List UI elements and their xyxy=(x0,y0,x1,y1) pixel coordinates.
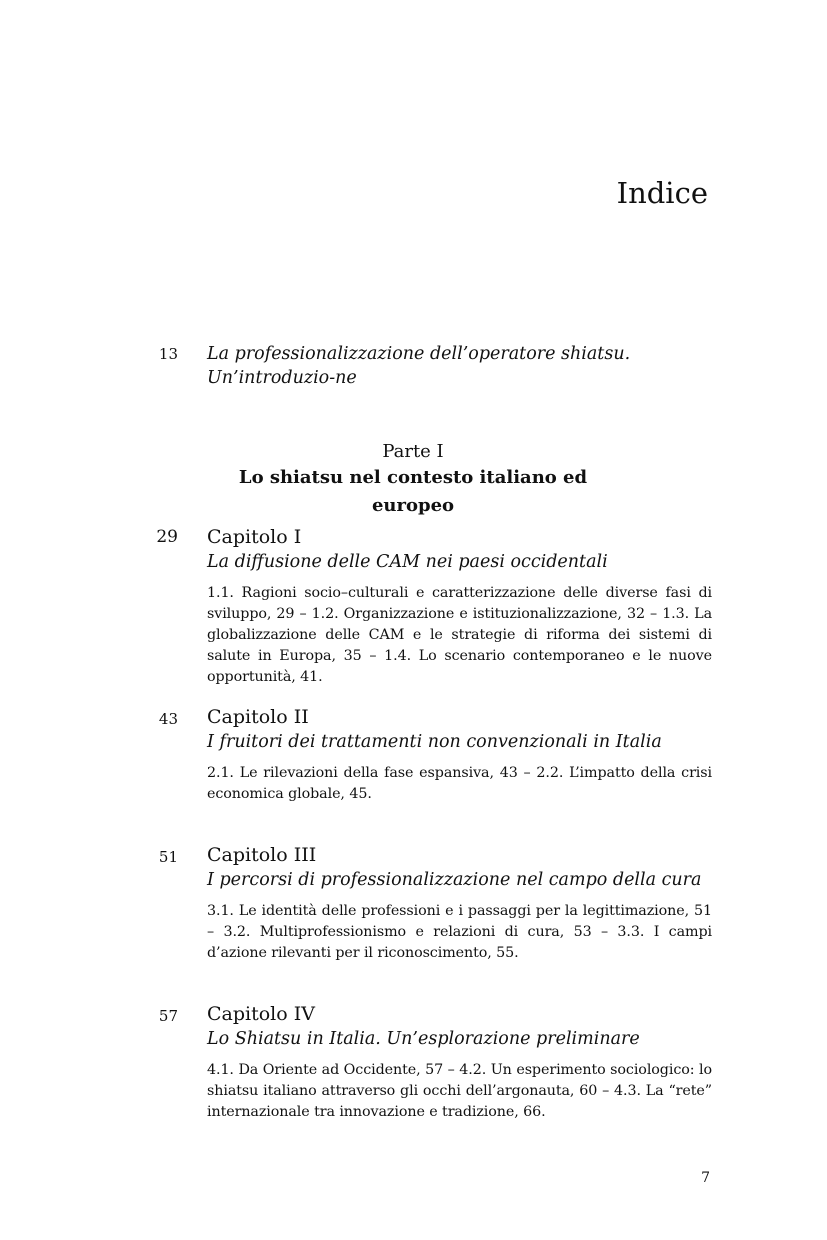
chapter-body xyxy=(207,843,712,964)
chapter-body xyxy=(207,1002,712,1123)
chapter-summary: 2.1. Le rilevazioni della fase espansiva, 43 – 2.2. L’impatto della crisi economica globale, 45. xyxy=(207,765,712,802)
part-label: Parte I xyxy=(382,441,444,462)
page-number: 43 xyxy=(158,710,178,728)
page-number: 51 xyxy=(158,848,178,866)
chapter-label: Capitolo III xyxy=(207,844,317,866)
chapter-title: I percorsi di professionalizzazione nel campo della cura xyxy=(207,870,702,890)
chapter-label: Capitolo I xyxy=(207,526,302,548)
page-title: Indice xyxy=(616,176,708,210)
chapter-title: Lo Shiatsu in Italia. Un’esplorazione preliminare xyxy=(207,1029,640,1049)
folio-page-number: 7 xyxy=(701,1170,710,1186)
page-number: 13 xyxy=(158,345,178,363)
page-number: 29 xyxy=(156,527,178,547)
chapter-label: Capitolo II xyxy=(207,706,309,728)
chapter-title: La diffusione delle CAM nei paesi occidentali xyxy=(207,552,608,572)
chapter-summary: 3.1. Le identità delle professioni e i passaggi per la legittimazione, 51 – 3.2. Multiprofessionismo e relazioni di cura, 53 – 3.3. I campi d’azione rilevanti per il riconoscimento, 55. xyxy=(207,903,712,961)
part-title: Lo shiatsu nel contesto italiano ed europeo xyxy=(238,467,588,516)
chapter-summary: 4.1. Da Oriente ad Occidente, 57 – 4.2. Un esperimento sociologico: lo shiatsu italiano attraverso gli occhi dell’argonauta, 60 – 4.3. La “rete” internazionale tra innovazione e tradizione, 66. xyxy=(207,1062,712,1120)
part-heading xyxy=(207,440,619,520)
chapter-summary: 1.1. Ragioni socio–culturali e caratterizzazione delle diverse fasi di sviluppo, 29 – 1.2. Organizzazione e istituzionalizzazione, 32 – 1.3. La globalizzazione delle CAM e le strategie di riforma dei sistemi di salute in Europa, 35 – 1.4. Lo scenario contemporaneo e le nuove opportunità, 41. xyxy=(207,585,712,685)
chapter-body xyxy=(207,705,712,805)
entry-title xyxy=(207,342,712,390)
page-number: 57 xyxy=(158,1007,178,1025)
chapter-label: Capitolo IV xyxy=(207,1003,315,1025)
chapter-title: I fruitori dei trattamenti non convenzionali in Italia xyxy=(207,732,662,752)
chapter-body xyxy=(207,525,712,688)
entry-title-text: La professionalizzazione dell’operatore shiatsu. Un’introduzio-ne xyxy=(207,344,631,388)
